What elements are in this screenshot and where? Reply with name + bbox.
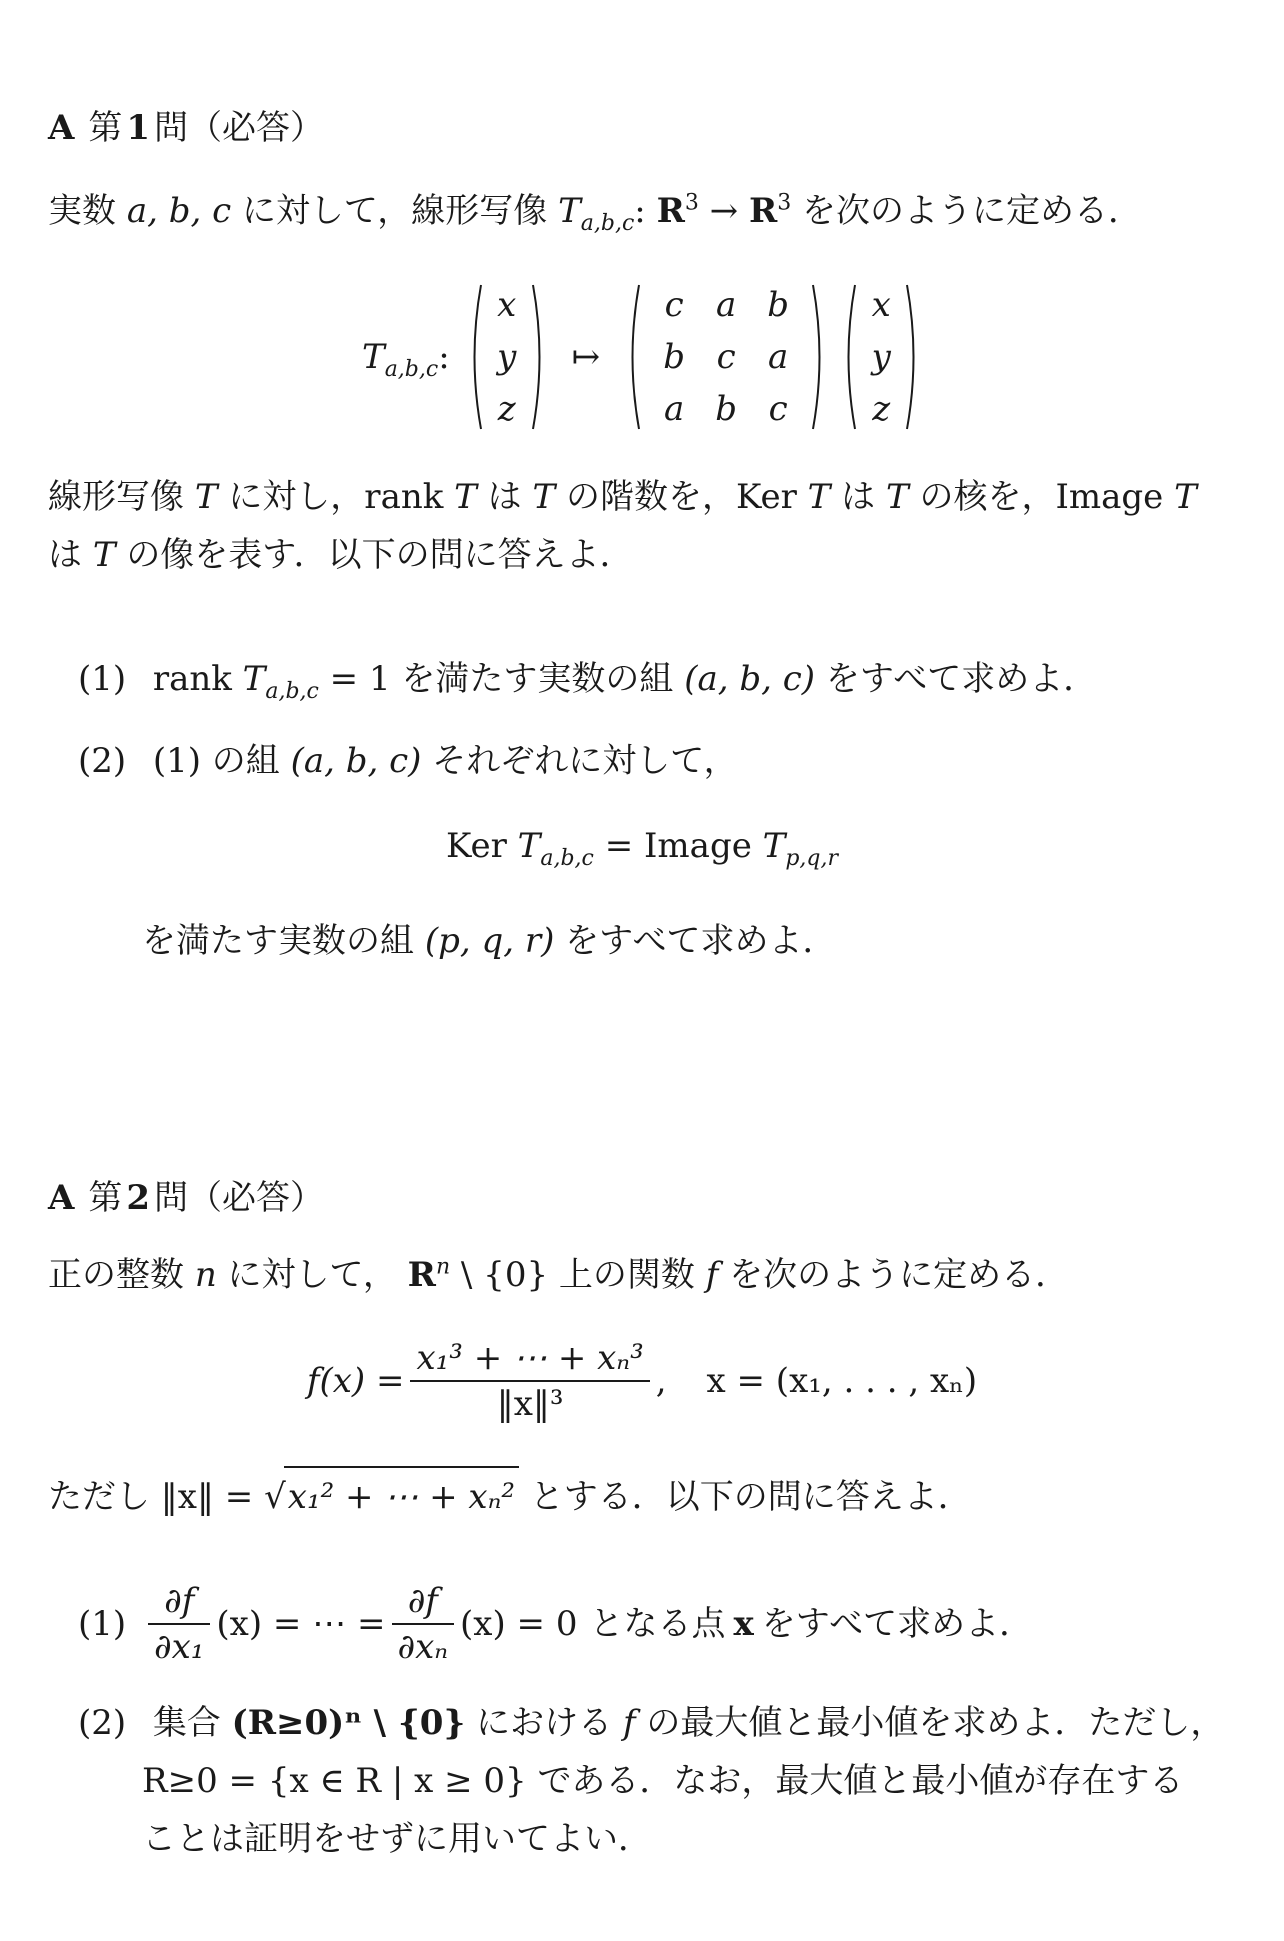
q2-intro-text: に対して， — [227, 1255, 397, 1295]
q2-intro-text: 上の関数 — [558, 1255, 695, 1295]
def-text: の像を表す．以下の問に答えよ． — [126, 535, 634, 575]
q1-map-colon: : — [438, 337, 450, 377]
vec-out-y: y — [871, 337, 891, 377]
matrix-cell: c — [716, 337, 736, 377]
eq-image: Image — [644, 826, 752, 866]
def-t: T — [532, 477, 556, 517]
eq-equals: = — [604, 826, 634, 866]
q1-map-t-sub: a,b,c — [384, 356, 439, 382]
matrix-cell: c — [768, 389, 788, 429]
q2-heading-num: 2 — [126, 1178, 151, 1218]
item-text: をすべて求めよ． — [761, 1604, 1034, 1644]
def-text: の核を，Image — [919, 477, 1164, 517]
eq-t-sub: p,q,r — [785, 845, 838, 871]
note-text: とする．以下の問に答えよ． — [529, 1477, 972, 1517]
q1-map-equation — [362, 272, 928, 442]
coefficient-matrix — [624, 279, 828, 435]
q2-intro-text: 正の整数 — [48, 1255, 184, 1295]
q1-definitions-line2 — [48, 526, 1244, 584]
q1-intro-r2: R — [748, 191, 778, 231]
q2-item-2-line2 — [142, 1752, 1183, 1810]
q2-heading-rest: 問（必答） — [154, 1178, 325, 1218]
matrix-cell: a — [716, 285, 737, 325]
vec-in-x: x — [497, 285, 517, 325]
vec-in-y: y — [497, 337, 517, 377]
q1-item-2 — [78, 732, 738, 790]
q1-item-2-tail — [142, 912, 837, 970]
q2-intro-r: R — [407, 1255, 436, 1295]
f-fraction — [410, 1336, 649, 1426]
def-t: T — [1174, 477, 1197, 517]
item-text: ことは証明をせずに用いてよい． — [142, 1819, 652, 1859]
item-text: をすべて求めよ． — [825, 659, 1098, 699]
input-vector — [466, 279, 548, 435]
matrix-cell: b — [663, 337, 686, 377]
eq-t: T — [762, 826, 786, 866]
x-definition: x = (x₁, . . . , xₙ) — [706, 1361, 978, 1401]
item-x: x — [733, 1604, 754, 1644]
q2-function-definition — [0, 1326, 1284, 1436]
item-text: を満たす実数の組 — [142, 921, 414, 961]
q2-intro-n: n — [194, 1255, 217, 1295]
sqrt-content: x₁² + ⋯ + xₙ² — [284, 1466, 519, 1526]
matrix-cell: a — [664, 389, 685, 429]
item-f: f — [622, 1703, 636, 1743]
f-denominator: ‖x‖³ — [496, 1384, 564, 1424]
item-tuple: (a, b, c) — [684, 659, 816, 699]
q1-intro-r2-sup: 3 — [777, 190, 792, 216]
item-tuple: (p, q, r) — [424, 921, 555, 961]
q1-intro-pre: 実数 — [48, 191, 116, 231]
q2-heading-tag: A — [48, 1178, 75, 1218]
def-t: T — [92, 535, 116, 575]
def-text: の階数を，Ker — [565, 477, 797, 517]
item-text: それぞれに対して， — [432, 741, 738, 781]
eq-t-sub: a,b,c — [540, 845, 594, 871]
item-label: (1) — [78, 659, 127, 699]
q2-item-1 — [78, 1574, 1033, 1674]
q2-item-2 — [78, 1694, 1224, 1752]
item-t-sub: a,b,c — [265, 678, 319, 704]
def-t: T — [194, 477, 218, 517]
matrix-cells — [642, 279, 810, 435]
q1-heading-tag: A — [48, 108, 75, 148]
q1-intro-arrow: → — [709, 191, 739, 231]
left-paren — [624, 282, 642, 432]
item-t: T — [242, 659, 266, 699]
q2-intro-text: を次のように定める． — [729, 1255, 1070, 1295]
def-text: は — [48, 535, 82, 575]
q2-heading — [48, 1170, 324, 1219]
item-text: 集合 — [152, 1703, 221, 1743]
right-paren — [530, 282, 548, 432]
f-lhs: f(x) = — [306, 1361, 405, 1401]
q1-intro-map: T — [558, 191, 581, 231]
vec-in-z: z — [497, 389, 516, 429]
item-text: の最大値と最小値を求めよ．ただし， — [646, 1703, 1225, 1743]
q1-intro-r1-sup: 3 — [684, 190, 699, 216]
input-vector-cells — [484, 279, 530, 435]
def-t: T — [454, 477, 477, 517]
partial-den: ∂x₁ — [154, 1627, 205, 1667]
partial-frac-n — [392, 1579, 455, 1669]
def-text: に対し，rank — [228, 477, 444, 517]
item-text: を満たす実数の組 — [401, 659, 674, 699]
partial-num: ∂f — [164, 1581, 195, 1621]
output-vector — [840, 279, 922, 435]
vec-out-z: z — [872, 389, 891, 429]
note-text: ただし ‖x‖ = — [48, 1477, 254, 1517]
item-label: (2) — [78, 741, 127, 781]
q1-map-t: T — [362, 337, 385, 377]
partial-num: ∂f — [407, 1581, 438, 1621]
q1-intro-post: を次のように定める． — [802, 191, 1143, 231]
item-label: (1) — [78, 1604, 127, 1644]
q1-heading-num: 1 — [126, 108, 151, 148]
item-text: (x) = ⋯ = — [216, 1604, 386, 1644]
item-set-def: R≥0 = {x ∈ R | x ≥ 0} — [142, 1761, 527, 1801]
item-text: (x) = 0 — [460, 1604, 578, 1644]
sqrt-symbol: √ — [264, 1477, 286, 1517]
q2-norm-note — [48, 1466, 1244, 1526]
left-paren — [466, 282, 484, 432]
q2-heading-text: 第 — [88, 1178, 123, 1218]
def-text: は — [841, 477, 876, 517]
matrix-cell: b — [715, 389, 738, 429]
def-text: は — [487, 477, 522, 517]
matrix-cell: b — [767, 285, 790, 325]
eq-t: T — [517, 826, 541, 866]
q1-item-1 — [78, 650, 1097, 708]
def-text: 線形写像 — [48, 477, 184, 517]
q2-intro-f: f — [705, 1255, 719, 1295]
f-numerator: x₁³ + ⋯ + xₙ³ — [416, 1338, 644, 1378]
item-text: = 1 — [329, 659, 391, 699]
item-label: (2) — [78, 1703, 127, 1743]
partial-frac-1 — [148, 1579, 210, 1669]
q2-item-2-line3 — [142, 1810, 652, 1868]
item-tuple: (a, b, c) — [290, 741, 422, 781]
partial-den: ∂xₙ — [397, 1627, 449, 1667]
q1-heading — [48, 100, 324, 149]
item-text: における — [476, 1703, 613, 1743]
q2-intro-r-sup: n — [435, 1254, 451, 1280]
left-paren — [840, 282, 858, 432]
matrix-cell: c — [664, 285, 684, 325]
item-text: である．なお，最大値と最小値が存在する — [537, 1761, 1184, 1801]
item-set: (R≥0)ⁿ \ {0} — [231, 1703, 466, 1743]
q1-kernel-image-equation — [0, 826, 1284, 871]
def-t: T — [885, 477, 909, 517]
right-paren — [810, 282, 828, 432]
q1-intro-mid: に対して，線形写像 — [241, 191, 548, 231]
def-t: T — [807, 477, 831, 517]
item-text: をすべて求めよ． — [565, 921, 837, 961]
q1-intro-vars: a, b, c — [126, 191, 232, 231]
q1-intro — [48, 182, 1244, 240]
q1-map-name — [362, 337, 450, 382]
item-text: (1) の組 — [152, 741, 280, 781]
mapsto-arrow: ↦ — [571, 337, 601, 377]
item-text: rank — [152, 659, 232, 699]
q2-intro — [48, 1246, 1244, 1304]
q1-heading-text: 第 — [88, 108, 123, 148]
q1-definitions-line1 — [48, 468, 1244, 526]
right-paren — [904, 282, 922, 432]
output-vector-cells — [858, 279, 904, 435]
f-comma: , — [655, 1361, 667, 1401]
vec-out-x: x — [871, 285, 891, 325]
q1-heading-rest: 問（必答） — [154, 108, 325, 148]
q1-intro-colon: : — [634, 191, 646, 231]
q2-intro-set: \ {0} — [460, 1255, 549, 1295]
q1-intro-r1: R — [656, 191, 685, 231]
eq-ker: Ker — [445, 826, 507, 866]
matrix-cell: a — [768, 337, 789, 377]
q1-intro-map-sub: a,b,c — [580, 210, 635, 236]
item-text: となる点 — [589, 1604, 726, 1644]
